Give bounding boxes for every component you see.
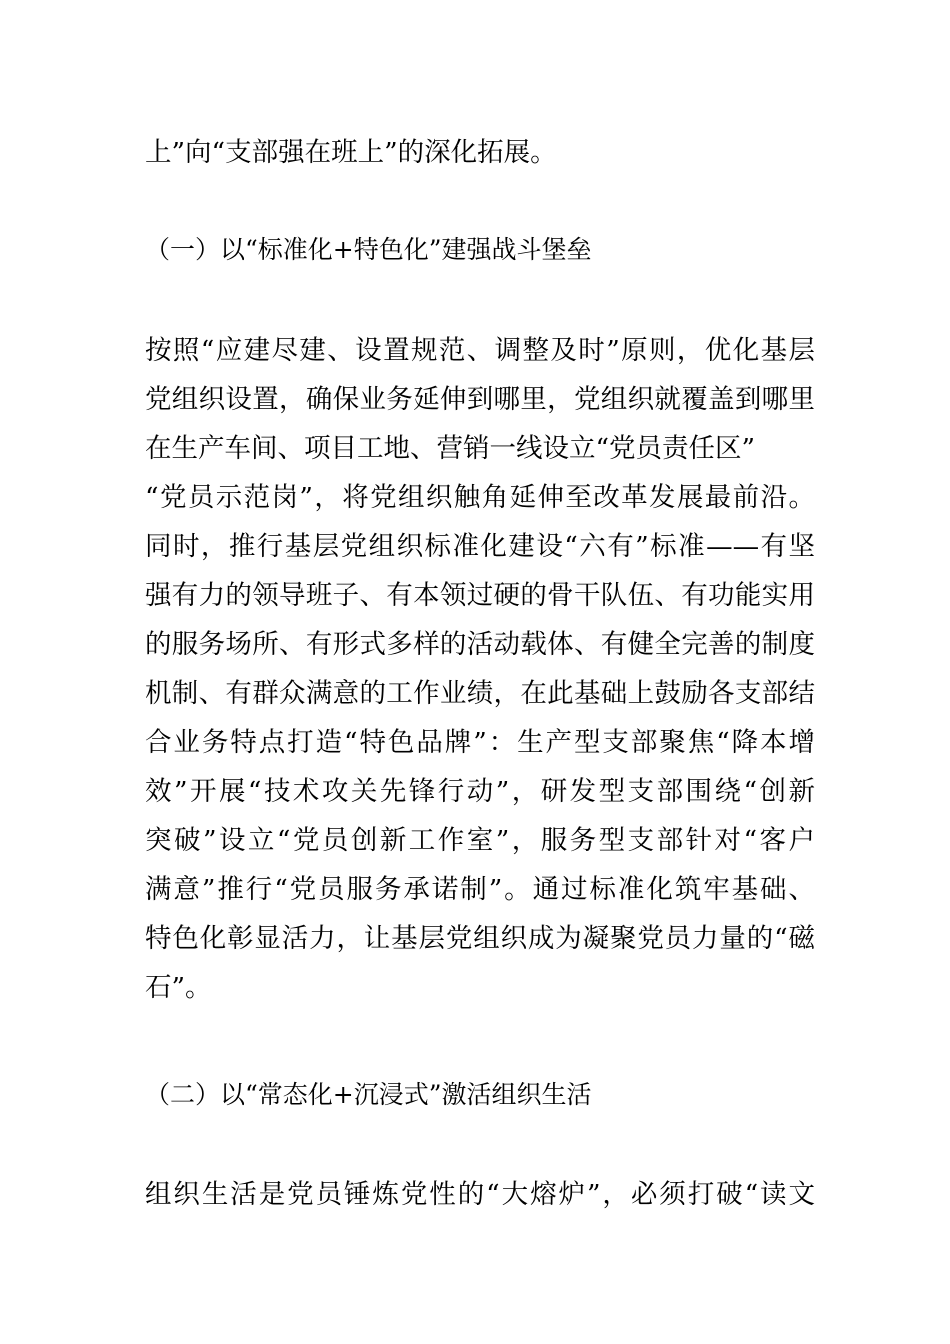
paragraph-line: “党员示范岗”，将党组织触角延伸至改革发展最前沿。 (145, 482, 815, 513)
intro-line: 上”向“支部强在班上”的深化拓展。 (145, 137, 557, 168)
paragraph-line: 满意”推行“党员服务承诺制”。通过标准化筑牢基础、 (145, 874, 815, 905)
paragraph-line: 特色化彰显活力，让基层党组织成为凝聚党员力量的“磁 (145, 923, 815, 954)
section-heading-2: （二）以“常态化+沉浸式”激活组织生活 (145, 1080, 592, 1109)
paragraph-line: 机制、有群众满意的工作业绩，在此基础上鼓励各支部结 (145, 678, 815, 709)
paragraph-line: 合业务特点打造“特色品牌”：生产型支部聚焦“降本增 (145, 727, 815, 758)
paragraph-line: 按照“应建尽建、设置规范、调整及时”原则，优化基层 (145, 335, 815, 366)
paragraph-line: 党组织设置，确保业务延伸到哪里，党组织就覆盖到哪里 (145, 384, 815, 415)
paragraph-line: 在生产车间、项目工地、营销一线设立“党员责任区” (145, 433, 756, 464)
paragraph-line: 效”开展“技术攻关先锋行动”，研发型支部围绕“创新 (145, 776, 815, 807)
paragraph-line: 同时，推行基层党组织标准化建设“六有”标准——有坚 (145, 531, 815, 562)
paragraph-line: 组织生活是党员锤炼党性的“大熔炉”，必须打破“读文 (145, 1179, 815, 1210)
paragraph-line: 石”。 (145, 972, 212, 1003)
section-heading-1: （一）以“标准化+特色化”建强战斗堡垒 (145, 235, 592, 264)
paragraph-line: 突破”设立“党员创新工作室”，服务型支部针对“客户 (145, 825, 815, 856)
paragraph-line: 强有力的领导班子、有本领过硬的骨干队伍、有功能实用 (145, 580, 815, 611)
paragraph-line: 的服务场所、有形式多样的活动载体、有健全完善的制度 (145, 629, 815, 660)
